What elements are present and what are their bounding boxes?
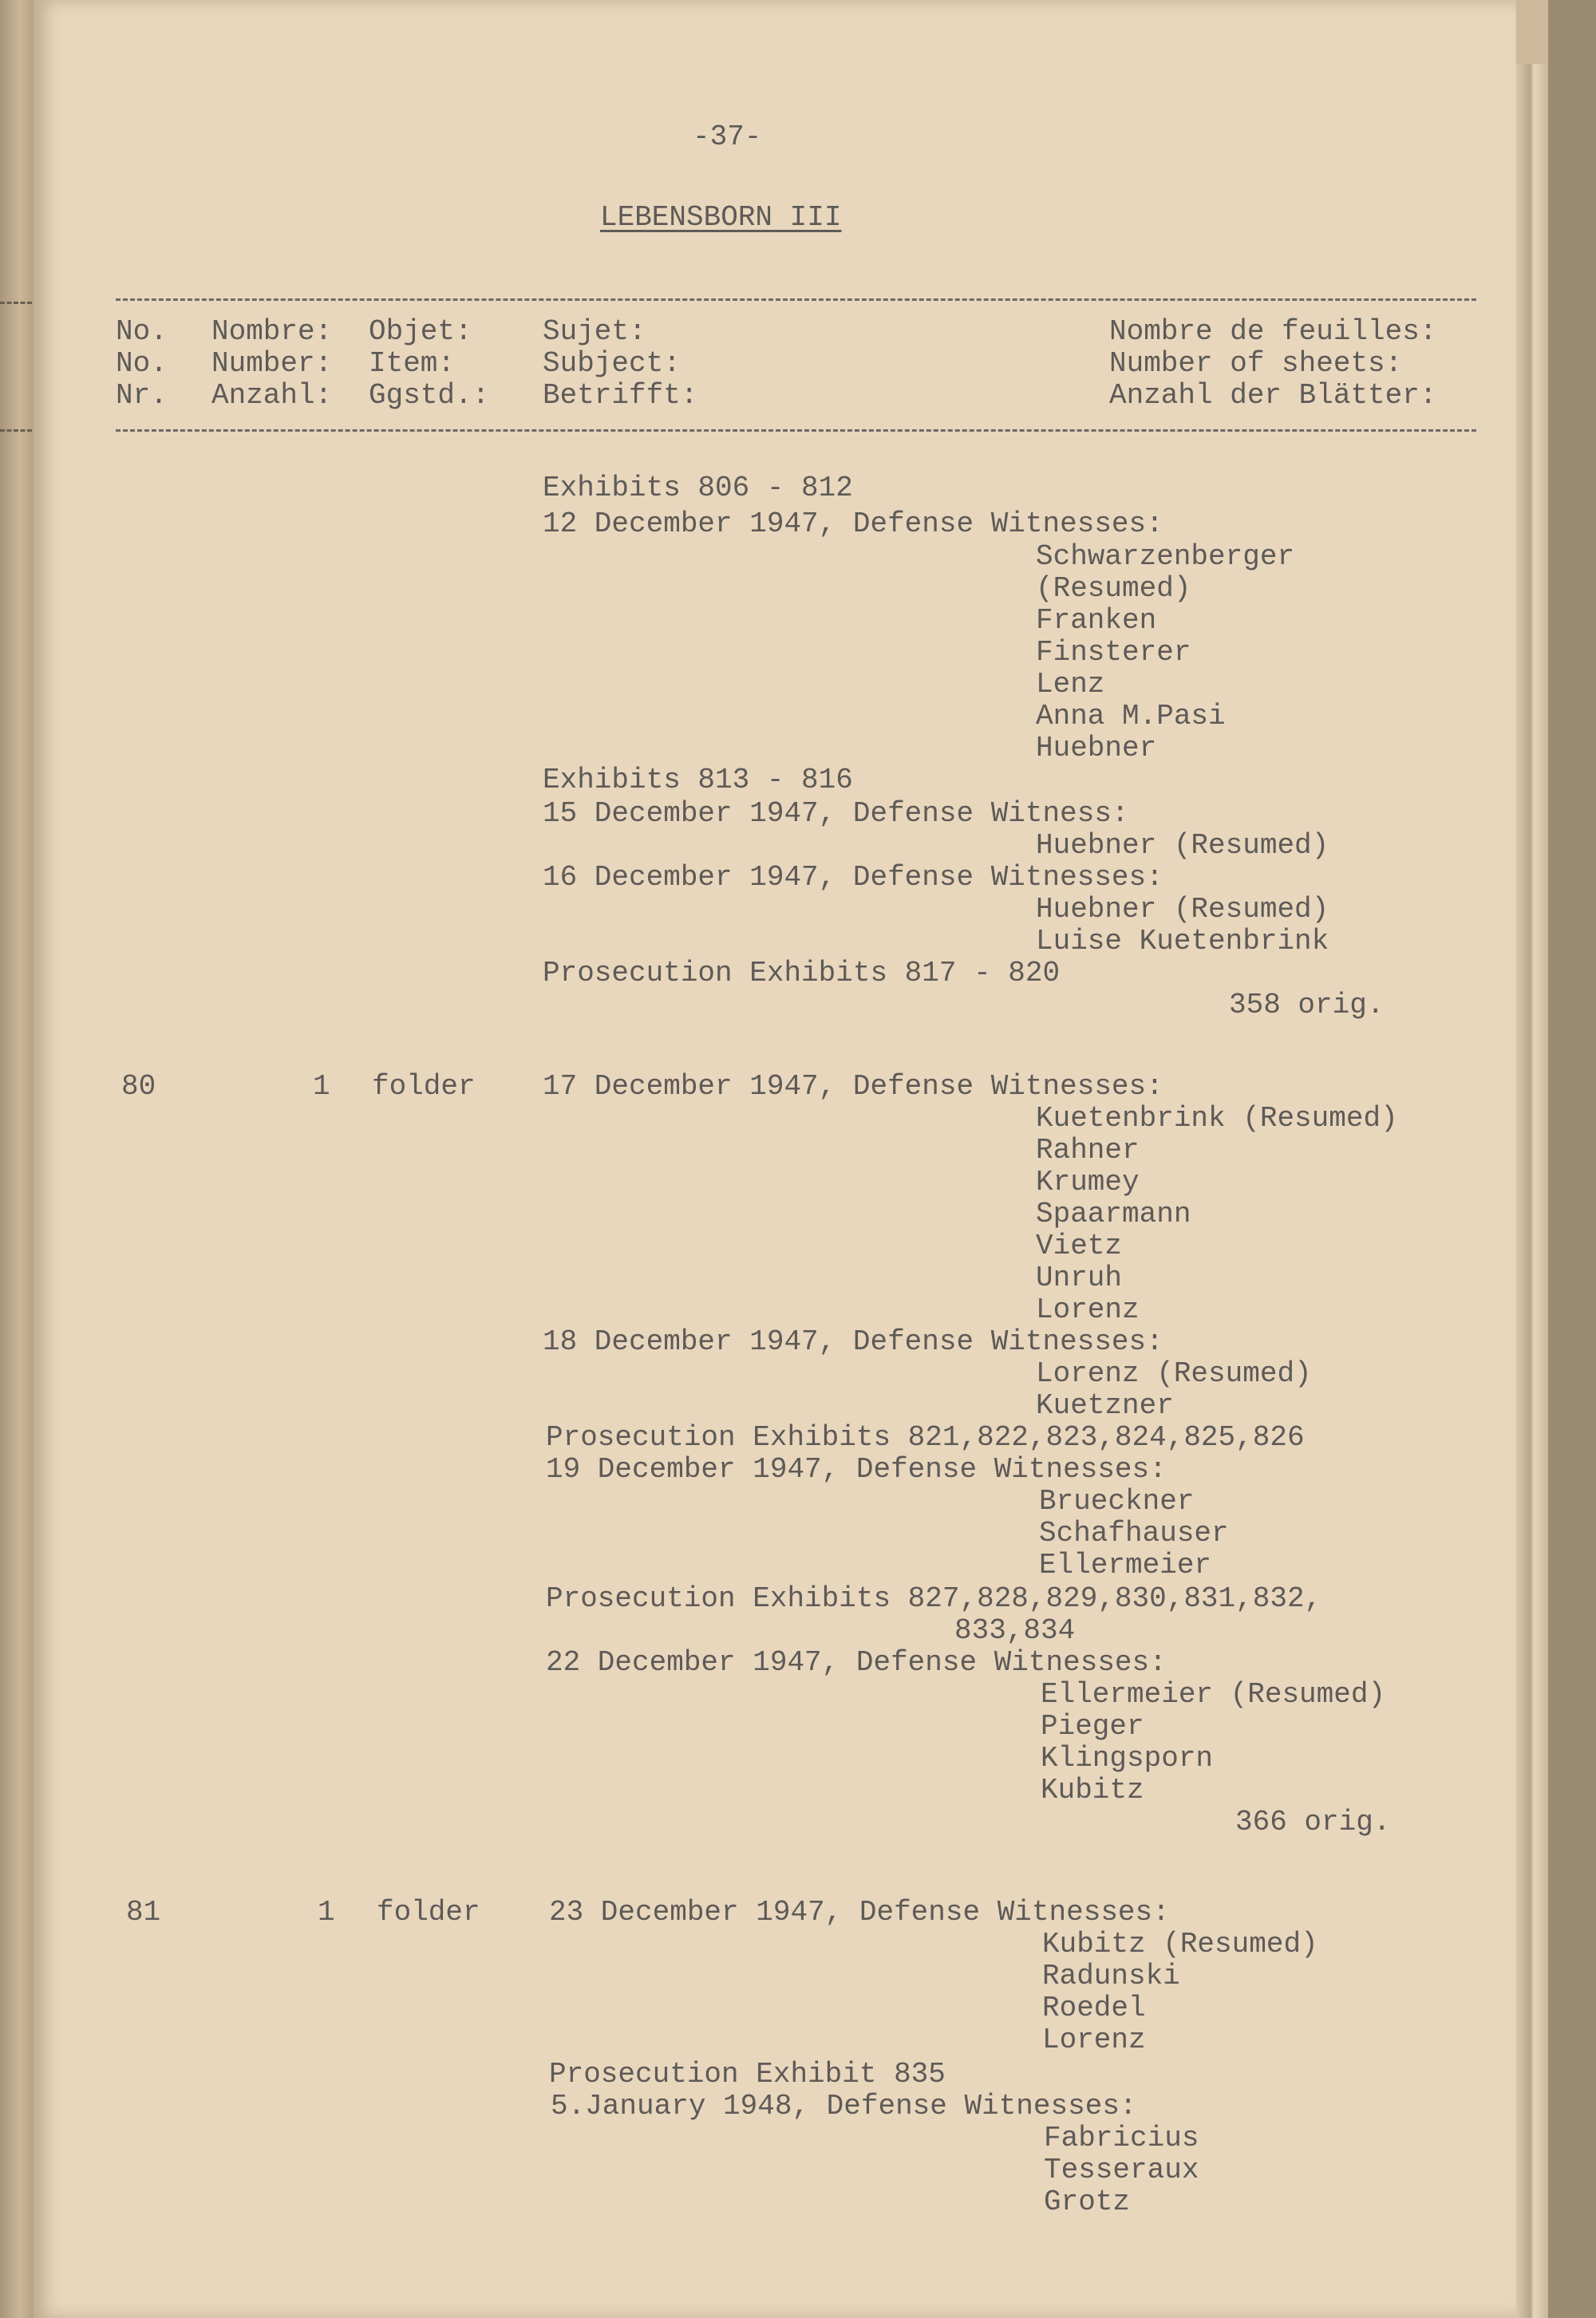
- witness-name: Franken: [1036, 604, 1157, 637]
- witness-name: Huebner (Resumed): [1036, 829, 1329, 862]
- witness-name: Lenz: [1036, 668, 1105, 701]
- sheet-count: 366 orig.: [1235, 1806, 1391, 1838]
- header-sheets: Anzahl der Blätter:: [1109, 379, 1437, 412]
- entry-number: 1: [313, 1070, 330, 1103]
- sheet-count: 358 orig.: [1229, 989, 1385, 1021]
- header-rule-bottom: [116, 429, 1476, 432]
- witness-name: Brueckner: [1039, 1485, 1195, 1518]
- witness-name: Huebner: [1036, 732, 1157, 764]
- entry-line: 15 December 1947, Defense Witness:: [543, 797, 1129, 830]
- header-number: Anzahl:: [211, 379, 333, 412]
- adjacent-page-edge: [0, 0, 34, 2318]
- entry-line: Prosecution Exhibits 817 - 820: [543, 957, 1061, 989]
- entry-no: 80: [121, 1070, 156, 1103]
- entry-number: 1: [318, 1896, 335, 1929]
- entry-no: 81: [126, 1896, 161, 1929]
- witness-name: Radunski: [1042, 1960, 1180, 1992]
- adjacent-page-rule: [0, 302, 32, 304]
- entry-line: 833,834: [954, 1614, 1076, 1647]
- witness-name: Spaarmann: [1036, 1198, 1191, 1230]
- entry-item: folder: [377, 1896, 480, 1929]
- witness-name: Roedel: [1042, 1992, 1146, 2024]
- witness-name: Huebner (Resumed): [1036, 893, 1329, 926]
- entry-line: 16 December 1947, Defense Witnesses:: [543, 861, 1163, 894]
- adjacent-page-rule: [0, 429, 32, 432]
- witness-name: (Resumed): [1036, 572, 1191, 605]
- witness-name: Ellermeier: [1039, 1549, 1212, 1582]
- witness-name: Schwarzenberger: [1036, 540, 1295, 573]
- header-no: No.: [116, 347, 168, 380]
- witness-name: Vietz: [1036, 1230, 1123, 1262]
- page-stack-edge: [1516, 64, 1548, 2318]
- header-subject: Subject:: [543, 347, 681, 380]
- witness-name: Fabricius: [1044, 2122, 1199, 2154]
- witness-name: Unruh: [1036, 1262, 1123, 1294]
- header-number: Number:: [211, 347, 333, 380]
- witness-name: Rahner: [1036, 1134, 1140, 1167]
- witness-name: Krumey: [1036, 1166, 1140, 1198]
- entry-line: 17 December 1947, Defense Witnesses:: [543, 1070, 1163, 1103]
- header-rule-top: [116, 298, 1476, 301]
- header-number: Nombre:: [211, 315, 333, 348]
- entry-line: 18 December 1947, Defense Witnesses:: [543, 1325, 1163, 1358]
- witness-name: Lorenz: [1036, 1293, 1140, 1326]
- entry-line: Exhibits 813 - 816: [543, 764, 853, 796]
- witness-name: Pieger: [1041, 1710, 1144, 1743]
- entry-line: Prosecution Exhibits 827,828,829,830,831,832,: [546, 1582, 1322, 1615]
- witness-name: Kuetenbrink (Resumed): [1036, 1102, 1398, 1135]
- entry-line: 12 December 1947, Defense Witnesses:: [543, 507, 1163, 540]
- witness-name: Klingsporn: [1041, 1742, 1214, 1775]
- header-sheets: Nombre de feuilles:: [1109, 315, 1437, 348]
- witness-name: Tesseraux: [1044, 2154, 1199, 2186]
- entry-item: folder: [372, 1070, 476, 1103]
- entry-line: Exhibits 806 - 812: [543, 472, 853, 504]
- entry-line: 19 December 1947, Defense Witnesses:: [546, 1453, 1167, 1486]
- entry-line: 5.January 1948, Defense Witnesses:: [551, 2090, 1137, 2123]
- header-sheets: Number of sheets:: [1109, 347, 1403, 380]
- witness-name: Kuetzner: [1036, 1389, 1174, 1422]
- witness-name: Anna M.Pasi: [1036, 700, 1226, 733]
- header-item: Ggstd.:: [369, 379, 490, 412]
- entry-line: Prosecution Exhibit 835: [549, 2058, 946, 2091]
- witness-name: Ellermeier (Resumed): [1041, 1678, 1386, 1711]
- witness-name: Kubitz: [1041, 1774, 1144, 1807]
- witness-name: Grotz: [1044, 2186, 1131, 2218]
- witness-name: Lorenz (Resumed): [1036, 1357, 1312, 1390]
- entry-line: 23 December 1947, Defense Witnesses:: [549, 1896, 1170, 1929]
- header-item: Item:: [369, 347, 456, 380]
- entry-line: 22 December 1947, Defense Witnesses:: [546, 1646, 1167, 1679]
- header-no: No.: [116, 315, 168, 348]
- header-item: Objet:: [369, 315, 472, 348]
- page-number: -37-: [693, 120, 762, 153]
- header-no: Nr.: [116, 379, 168, 412]
- witness-name: Finsterer: [1036, 636, 1191, 669]
- entry-line: Prosecution Exhibits 821,822,823,824,825,826: [546, 1421, 1305, 1454]
- header-subject: Betrifft:: [543, 379, 698, 412]
- binding-shadow: [1548, 0, 1596, 2318]
- witness-name: Schafhauser: [1039, 1517, 1229, 1550]
- header-subject: Sujet:: [543, 315, 646, 348]
- witness-name: Luise Kuetenbrink: [1036, 925, 1329, 958]
- witness-name: Kubitz (Resumed): [1042, 1928, 1318, 1961]
- page-title: LEBENSBORN III: [600, 201, 842, 234]
- witness-name: Lorenz: [1042, 2024, 1146, 2056]
